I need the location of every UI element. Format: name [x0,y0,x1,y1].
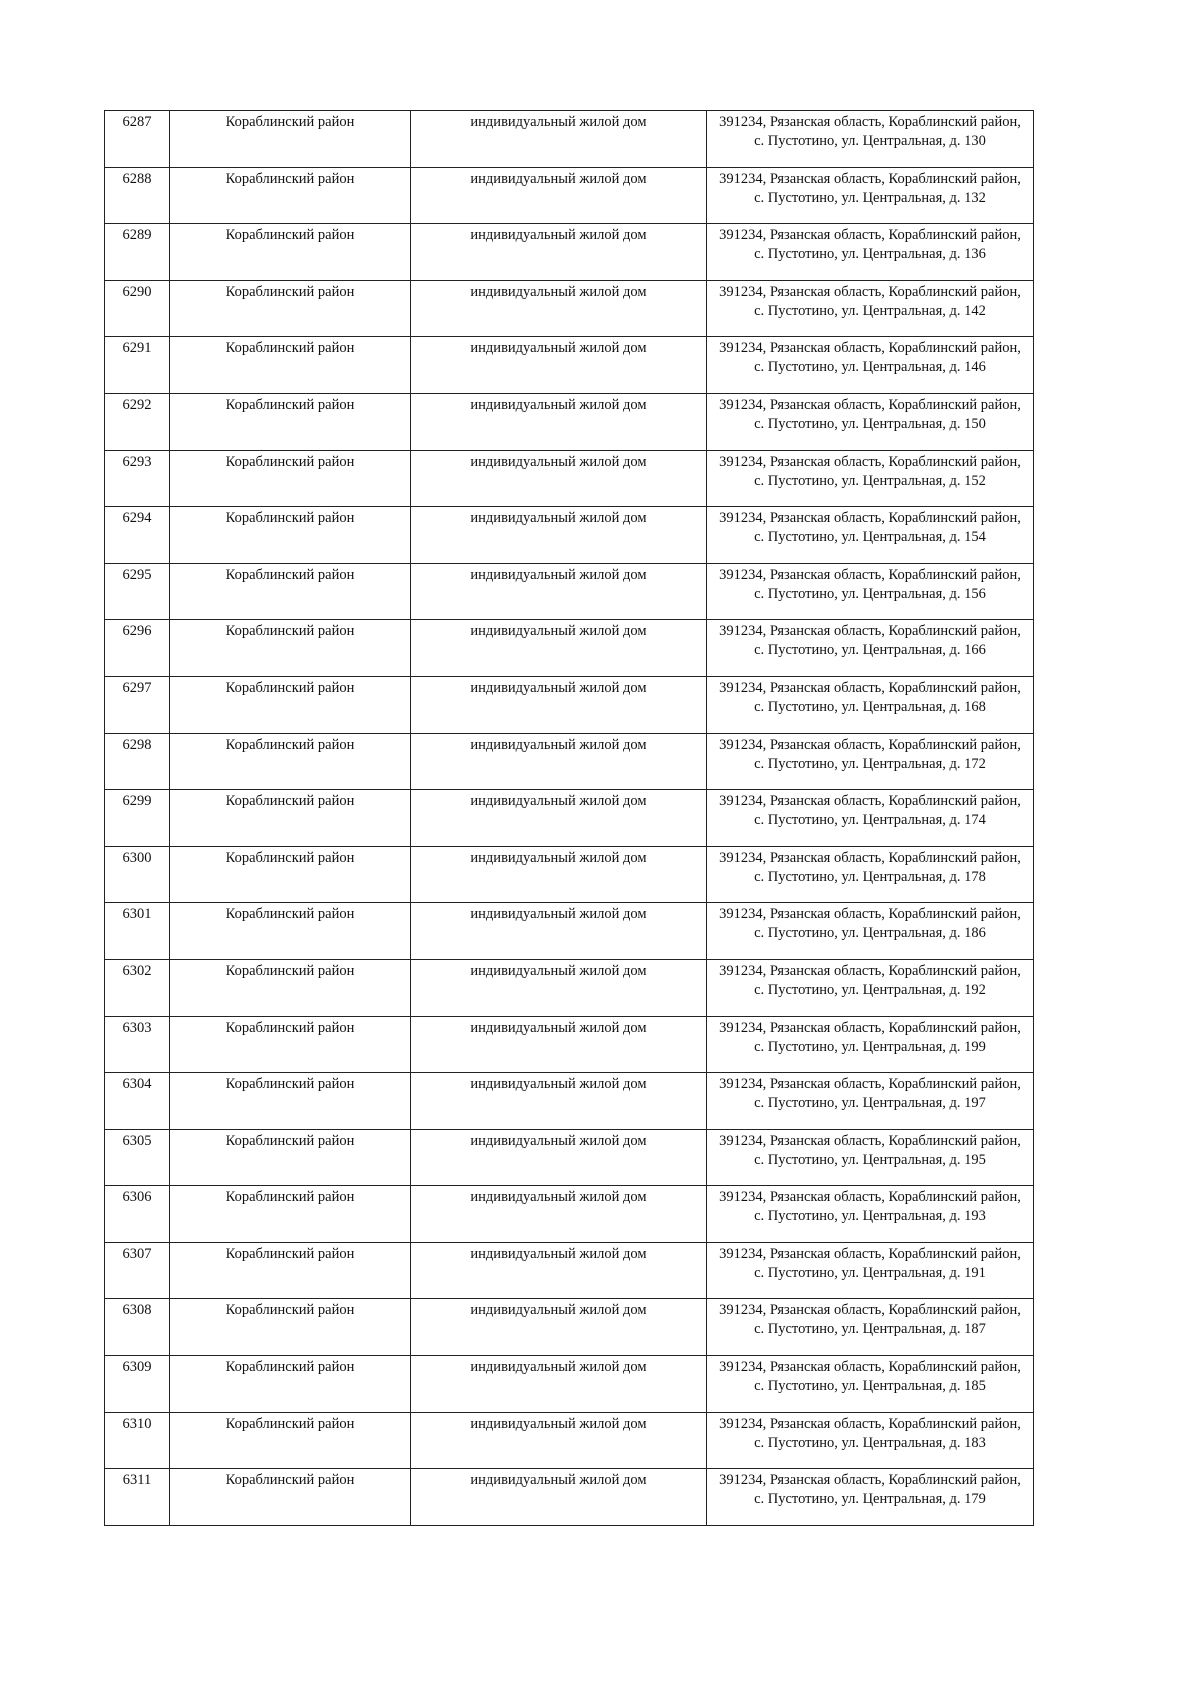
row-number: 6310 [105,1412,170,1469]
table-row [105,733,1034,790]
address-cell [707,1129,1034,1186]
address-line-2: с. Пустотино, ул. Центральная, д. 150 [754,415,986,432]
district-cell: Кораблинский район [170,1299,411,1356]
building-type-cell: индивидуальный жилой дом [411,903,707,960]
address-line-1: 391234, Рязанская область, Кораблинский район, [719,510,1021,527]
address-line-2: с. Пустотино, ул. Центральная, д. 146 [754,359,986,376]
address-line-1: 391234, Рязанская область, Кораблинский район, [719,623,1021,640]
address-line-2: с. Пустотино, ул. Центральная, д. 185 [754,1378,986,1395]
table-row [105,1016,1034,1073]
row-number: 6298 [105,733,170,790]
district-cell: Кораблинский район [170,846,411,903]
address-line-2: с. Пустотино, ул. Центральная, д. 187 [754,1321,986,1338]
address-line-2: с. Пустотино, ул. Центральная, д. 191 [754,1264,986,1281]
row-number: 6288 [105,167,170,224]
district-cell: Кораблинский район [170,563,411,620]
table-row [105,846,1034,903]
address-line-2: с. Пустотино, ул. Центральная, д. 156 [754,585,986,602]
address-line-2: с. Пустотино, ул. Центральная, д. 172 [754,755,986,772]
building-type-cell: индивидуальный жилой дом [411,959,707,1016]
table-row [105,450,1034,507]
address-line-1: 391234, Рязанская область, Кораблинский район, [719,1132,1021,1149]
building-type-cell: индивидуальный жилой дом [411,1469,707,1526]
address-line-2: с. Пустотино, ул. Центральная, д. 179 [754,1491,986,1508]
row-number: 6291 [105,337,170,394]
building-type-cell: индивидуальный жилой дом [411,1129,707,1186]
address-line-2: с. Пустотино, ул. Центральная, д. 199 [754,1038,986,1055]
building-type-cell: индивидуальный жилой дом [411,676,707,733]
building-type-cell: индивидуальный жилой дом [411,1299,707,1356]
building-type-cell: индивидуальный жилой дом [411,563,707,620]
address-line-2: с. Пустотино, ул. Центральная, д. 192 [754,981,986,998]
building-type-cell: индивидуальный жилой дом [411,846,707,903]
address-cell [707,733,1034,790]
building-type-cell: индивидуальный жилой дом [411,620,707,677]
address-line-1: 391234, Рязанская область, Кораблинский район, [719,1189,1021,1206]
building-type-cell: индивидуальный жилой дом [411,450,707,507]
district-cell: Кораблинский район [170,1016,411,1073]
district-cell: Кораблинский район [170,224,411,281]
address-line-2: с. Пустотино, ул. Центральная, д. 174 [754,812,986,829]
table-row [105,337,1034,394]
table-row [105,1299,1034,1356]
row-number: 6311 [105,1469,170,1526]
row-number: 6301 [105,903,170,960]
row-number: 6290 [105,280,170,337]
district-cell: Кораблинский район [170,1129,411,1186]
table-body [105,111,1034,1526]
building-type-cell: индивидуальный жилой дом [411,507,707,564]
row-number: 6309 [105,1356,170,1413]
district-cell: Кораблинский район [170,450,411,507]
building-type-cell: индивидуальный жилой дом [411,111,707,168]
table-row [105,620,1034,677]
district-cell: Кораблинский район [170,1356,411,1413]
address-cell [707,1016,1034,1073]
address-line-2: с. Пустотино, ул. Центральная, д. 136 [754,246,986,263]
row-number: 6299 [105,790,170,847]
district-cell: Кораблинский район [170,337,411,394]
address-line-2: с. Пустотино, ул. Центральная, д. 130 [754,133,986,149]
table-row [105,1129,1034,1186]
table-row [105,1073,1034,1130]
building-type-cell: индивидуальный жилой дом [411,1356,707,1413]
building-type-cell: индивидуальный жилой дом [411,280,707,337]
address-cell [707,1356,1034,1413]
table-row [105,167,1034,224]
row-number: 6302 [105,959,170,1016]
row-number: 6292 [105,393,170,450]
address-line-1: 391234, Рязанская область, Кораблинский район, [719,1359,1021,1376]
address-cell [707,563,1034,620]
table-row [105,393,1034,450]
table-row [105,959,1034,1016]
address-line-1: 391234, Рязанская область, Кораблинский район, [719,679,1021,696]
table-row [105,280,1034,337]
table-row [105,111,1034,168]
table-row [105,507,1034,564]
district-cell: Кораблинский район [170,959,411,1016]
address-line-1: 391234, Рязанская область, Кораблинский район, [719,906,1021,923]
address-line-2: с. Пустотино, ул. Центральная, д. 195 [754,1151,986,1168]
district-cell: Кораблинский район [170,620,411,677]
district-cell: Кораблинский район [170,1412,411,1469]
row-number: 6303 [105,1016,170,1073]
building-type-cell: индивидуальный жилой дом [411,393,707,450]
district-cell: Кораблинский район [170,507,411,564]
table-row [105,224,1034,281]
district-cell: Кораблинский район [170,790,411,847]
table-row [105,1469,1034,1526]
address-cell [707,1469,1034,1526]
row-number: 6306 [105,1186,170,1243]
building-type-cell: индивидуальный жилой дом [411,1242,707,1299]
table-row [105,903,1034,960]
address-cell [707,337,1034,394]
row-number: 6293 [105,450,170,507]
table-row [105,563,1034,620]
row-number: 6305 [105,1129,170,1186]
address-line-2: с. Пустотино, ул. Центральная, д. 197 [754,1095,986,1112]
address-line-1: 391234, Рязанская область, Кораблинский район, [719,849,1021,866]
row-number: 6300 [105,846,170,903]
row-number: 6289 [105,224,170,281]
address-cell [707,620,1034,677]
address-registry-table [104,110,1034,1526]
address-line-1: 391234, Рязанская область, Кораблинский район, [719,114,1021,130]
building-type-cell: индивидуальный жилой дом [411,733,707,790]
address-line-1: 391234, Рязанская область, Кораблинский район, [719,1019,1021,1036]
address-cell [707,676,1034,733]
address-line-1: 391234, Рязанская область, Кораблинский район, [719,396,1021,413]
address-cell [707,790,1034,847]
address-line-1: 391234, Рязанская область, Кораблинский район, [719,1245,1021,1262]
district-cell: Кораблинский район [170,1469,411,1526]
address-cell [707,280,1034,337]
address-cell [707,1299,1034,1356]
row-number: 6304 [105,1073,170,1130]
address-line-1: 391234, Рязанская область, Кораблинский район, [719,736,1021,753]
address-cell [707,1242,1034,1299]
district-cell: Кораблинский район [170,393,411,450]
building-type-cell: индивидуальный жилой дом [411,1016,707,1073]
table-row [105,676,1034,733]
building-type-cell: индивидуальный жилой дом [411,337,707,394]
row-number: 6295 [105,563,170,620]
building-type-cell: индивидуальный жилой дом [411,1412,707,1469]
address-line-1: 391234, Рязанская область, Кораблинский район, [719,1472,1021,1489]
address-cell [707,846,1034,903]
address-line-1: 391234, Рязанская область, Кораблинский район, [719,227,1021,244]
address-line-2: с. Пустотино, ул. Центральная, д. 132 [754,189,986,206]
address-line-2: с. Пустотино, ул. Центральная, д. 178 [754,868,986,885]
district-cell: Кораблинский район [170,111,411,168]
address-cell [707,111,1034,168]
address-cell [707,393,1034,450]
address-cell [707,167,1034,224]
address-line-1: 391234, Рязанская область, Кораблинский район, [719,1076,1021,1093]
building-type-cell: индивидуальный жилой дом [411,224,707,281]
district-cell: Кораблинский район [170,903,411,960]
district-cell: Кораблинский район [170,1073,411,1130]
address-line-2: с. Пустотино, ул. Центральная, д. 193 [754,1208,986,1225]
district-cell: Кораблинский район [170,676,411,733]
address-cell [707,959,1034,1016]
row-number: 6297 [105,676,170,733]
building-type-cell: индивидуальный жилой дом [411,167,707,224]
address-line-2: с. Пустотино, ул. Центральная, д. 166 [754,642,986,659]
address-line-2: с. Пустотино, ул. Центральная, д. 154 [754,529,986,546]
row-number: 6287 [105,111,170,168]
address-line-1: 391234, Рязанская область, Кораблинский район, [719,962,1021,979]
building-type-cell: индивидуальный жилой дом [411,1186,707,1243]
table-row [105,1186,1034,1243]
table-row [105,1412,1034,1469]
address-line-2: с. Пустотино, ул. Центральная, д. 183 [754,1434,986,1451]
address-line-2: с. Пустотино, ул. Центральная, д. 142 [754,302,986,319]
table-row [105,790,1034,847]
address-line-2: с. Пустотино, ул. Центральная, д. 152 [754,472,986,489]
address-cell [707,450,1034,507]
address-line-2: с. Пустотино, ул. Центральная, д. 186 [754,925,986,942]
address-line-1: 391234, Рязанская область, Кораблинский район, [719,793,1021,810]
district-cell: Кораблинский район [170,167,411,224]
address-line-1: 391234, Рязанская область, Кораблинский район, [719,170,1021,187]
address-cell [707,1186,1034,1243]
table-row [105,1356,1034,1413]
row-number: 6308 [105,1299,170,1356]
district-cell: Кораблинский район [170,1242,411,1299]
address-line-1: 391234, Рязанская область, Кораблинский район, [719,283,1021,300]
address-cell [707,507,1034,564]
building-type-cell: индивидуальный жилой дом [411,790,707,847]
row-number: 6296 [105,620,170,677]
row-number: 6307 [105,1242,170,1299]
address-line-1: 391234, Рязанская область, Кораблинский район, [719,1415,1021,1432]
address-line-1: 391234, Рязанская область, Кораблинский район, [719,453,1021,470]
table-row [105,1242,1034,1299]
address-cell [707,1412,1034,1469]
district-cell: Кораблинский район [170,1186,411,1243]
address-cell [707,224,1034,281]
address-line-1: 391234, Рязанская область, Кораблинский район, [719,340,1021,357]
address-line-1: 391234, Рязанская область, Кораблинский район, [719,1302,1021,1319]
district-cell: Кораблинский район [170,280,411,337]
building-type-cell: индивидуальный жилой дом [411,1073,707,1130]
address-cell [707,1073,1034,1130]
address-cell [707,903,1034,960]
row-number: 6294 [105,507,170,564]
district-cell: Кораблинский район [170,733,411,790]
address-line-2: с. Пустотино, ул. Центральная, д. 168 [754,698,986,715]
address-line-1: 391234, Рязанская область, Кораблинский район, [719,566,1021,583]
